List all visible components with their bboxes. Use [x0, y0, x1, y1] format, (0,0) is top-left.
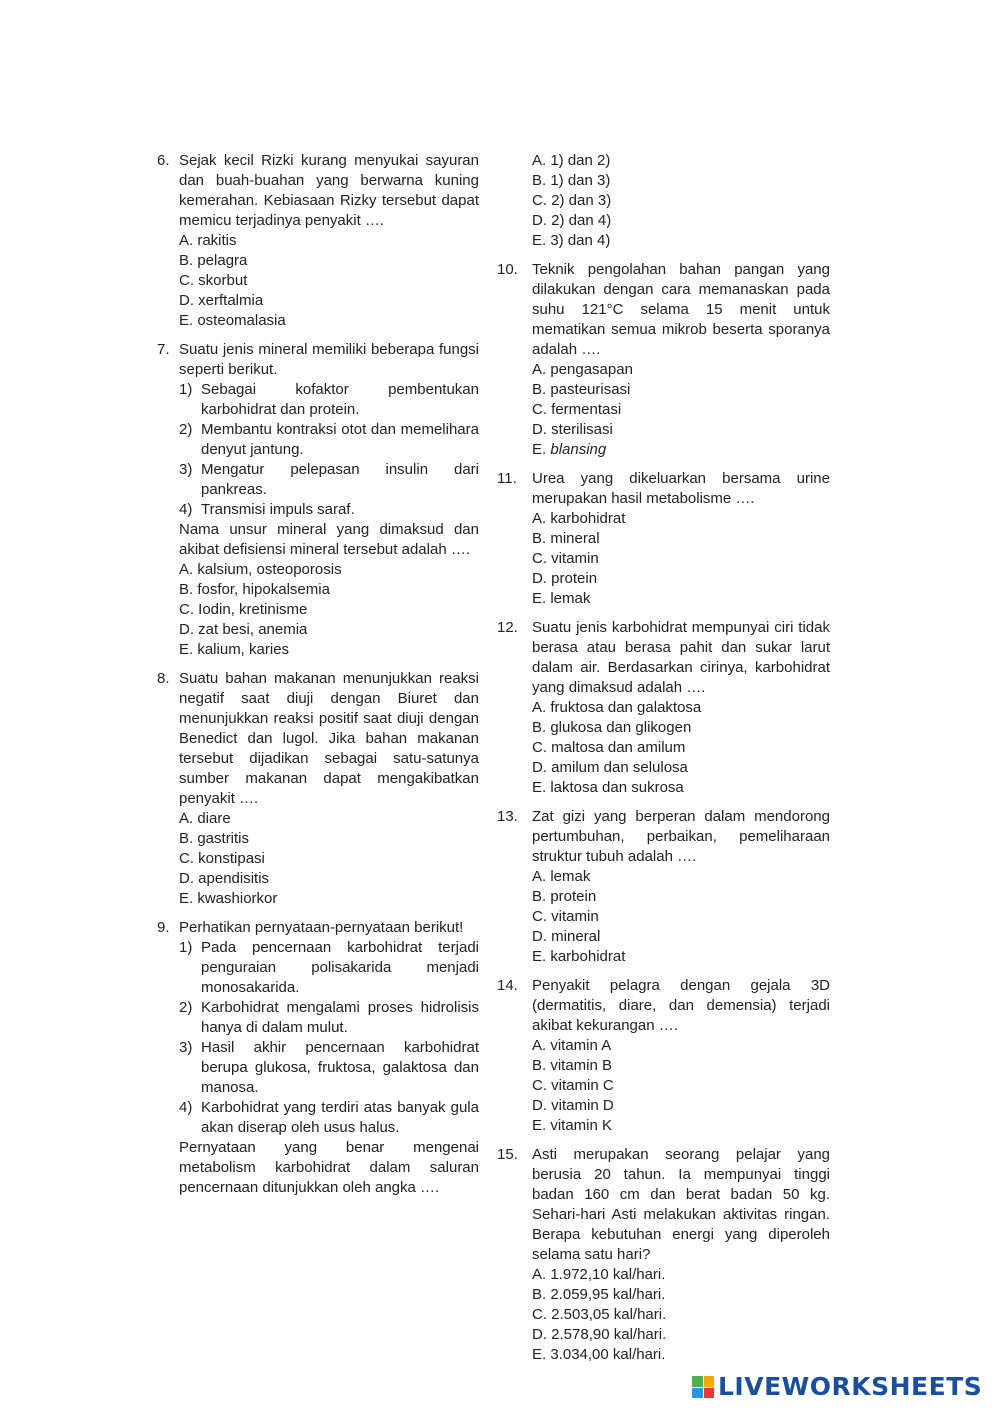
option-e[interactable]: E. kalium, karies: [179, 641, 290, 658]
option-e[interactable]: E. 3.034,00 kal/hari.: [532, 1346, 666, 1363]
option-c[interactable]: C. konstipasi: [179, 850, 265, 867]
question-stem: Sejak kecil Rizki kurang menyukai sayuran dan buah-buahan yang berwarna kuning kemerahan. Kebiasaan Rizky tersebut dapat memicu terjadinya penyakit ….: [179, 152, 479, 229]
statement: [179, 380, 479, 420]
question-10: [497, 260, 830, 460]
question-stem: Penyakit pelagra dengan gejala 3D (dermatitis, diare, dan demensia) terjadi akibat kekurangan ….: [532, 977, 830, 1034]
statement-text: Hasil akhir pencernaan karbohidrat berupa glukosa, fruktosa, galaktosa dan manosa.: [201, 1039, 479, 1096]
option-a[interactable]: A. rakitis: [179, 232, 237, 249]
question-7: [157, 340, 479, 660]
option-d[interactable]: D. amilum dan selulosa: [532, 759, 688, 776]
left-column: [157, 151, 479, 1207]
option-b[interactable]: B. gastritis: [179, 830, 250, 847]
statement-text: Membantu kontraksi otot dan memelihara denyut jantung.: [201, 421, 479, 458]
option-letter: E.: [532, 441, 547, 458]
statement-number: 1): [179, 381, 193, 398]
question-12: [497, 618, 830, 798]
option-e[interactable]: E. laktosa dan sukrosa: [532, 779, 684, 796]
option-b[interactable]: B. 1) dan 3): [532, 172, 611, 189]
option-a[interactable]: A. diare: [179, 810, 231, 827]
statement-number: 4): [179, 501, 193, 518]
option-b[interactable]: B. fosfor, hipokalsemia: [179, 581, 330, 598]
option-d[interactable]: D. protein: [532, 570, 598, 587]
option-c[interactable]: C. skorbut: [179, 272, 248, 289]
statement-text: Pada pencernaan karbohidrat terjadi penguraian polisakarida menjadi monosakarida.: [201, 939, 479, 996]
question-11: [497, 469, 830, 609]
option-b[interactable]: B. pelagra: [179, 252, 248, 269]
statement-text: Sebagai kofaktor pembentukan karbohidrat dan protein.: [201, 381, 479, 418]
option-d[interactable]: D. apendisitis: [179, 870, 270, 887]
logo-square-1: [692, 1376, 703, 1387]
question-stem: Suatu jenis mineral memiliki beberapa fungsi seperti berikut.: [179, 341, 479, 378]
option-d[interactable]: D. sterilisasi: [532, 421, 613, 438]
question-number: 9.: [157, 919, 170, 936]
option-d[interactable]: D. 2.578,90 kal/hari.: [532, 1326, 667, 1343]
statement-number: 3): [179, 461, 193, 478]
option-b[interactable]: B. 2.059,95 kal/hari.: [532, 1286, 666, 1303]
option-a[interactable]: A. 1.972,10 kal/hari.: [532, 1266, 666, 1283]
statement-text: Karbohidrat mengalami proses hidrolisis hanya di dalam mulut.: [201, 999, 479, 1036]
watermark-text: LIVEWORKSHEETS: [718, 1372, 983, 1401]
question-tail: Nama unsur mineral yang dimaksud dan akibat defisiensi mineral tersebut adalah ….: [179, 521, 479, 558]
option-e[interactable]: E. kwashiorkor: [179, 890, 278, 907]
statement-number: 4): [179, 1099, 193, 1116]
option-e[interactable]: E. 3) dan 4): [532, 232, 611, 249]
option-c[interactable]: C. 2) dan 3): [532, 192, 612, 209]
statement: [179, 998, 479, 1038]
option-b[interactable]: B. pasteurisasi: [532, 381, 631, 398]
option-a[interactable]: A. 1) dan 2): [532, 152, 611, 169]
statement-list: [179, 938, 479, 1138]
option-b[interactable]: B. glukosa dan glikogen: [532, 719, 692, 736]
option-d[interactable]: D. vitamin D: [532, 1097, 614, 1114]
question-8: [157, 669, 479, 909]
option-text: blansing: [550, 441, 607, 458]
option-a[interactable]: A. vitamin A: [532, 1037, 612, 1054]
statement-number: 2): [179, 999, 193, 1016]
question-stem: Zat gizi yang berperan dalam mendorong pertumbuhan, perbaikan, pemeliharaan struktur tubuh adalah ….: [532, 808, 830, 865]
question-stem: Perhatikan pernyataan-pernyataan berikut!: [179, 919, 464, 936]
question-number: 15.: [497, 1146, 518, 1163]
option-e[interactable]: E. vitamin K: [532, 1117, 613, 1134]
option-b[interactable]: B. vitamin B: [532, 1057, 613, 1074]
question-number: 10.: [497, 261, 518, 278]
option-e[interactable]: E. osteomalasia: [179, 312, 286, 329]
option-a[interactable]: A. karbohidrat: [532, 510, 626, 527]
option-a[interactable]: A. fruktosa dan galaktosa: [532, 699, 702, 716]
question-stem: Teknik pengolahan bahan pangan yang dilakukan dengan cara memanaskan pada suhu 121°C selama 15 menit untuk mematikan semua mikrob beserta sporanya adalah ….: [532, 261, 830, 358]
option-e[interactable]: [532, 440, 830, 460]
option-a[interactable]: A. lemak: [532, 868, 591, 885]
question-number: 11.: [497, 470, 517, 487]
question-15: [497, 1145, 830, 1365]
option-d[interactable]: D. mineral: [532, 928, 601, 945]
option-a[interactable]: A. pengasapan: [532, 361, 633, 378]
option-c[interactable]: C. 2.503,05 kal/hari.: [532, 1306, 667, 1323]
question-stem: Suatu bahan makanan menunjukkan reaksi negatif saat diuji dengan Biuret dan menunjukkan reaksi positif saat diuji dengan Benedict dan lugol. Jika bahan makanan tersebut dijadikan sebagai satu-satunya sumber makanan dapat mengakibatkan penyakit ….: [179, 670, 479, 807]
option-e[interactable]: E. karbohidrat: [532, 948, 626, 965]
right-column: [497, 151, 830, 1374]
statement-text: Mengatur pelepasan insulin dari pankreas.: [201, 461, 479, 498]
question-stem: Asti merupakan seorang pelajar yang berusia 20 tahun. Ia mempunyai tinggi badan 160 cm dan berat badan 50 kg. Sehari-hari Asti melakukan aktivitas ringan. Berapa kebutuhan energi yang diperoleh selama satu hari?: [532, 1146, 830, 1263]
liveworksheets-logo-icon: [692, 1376, 714, 1398]
option-a[interactable]: A. kalsium, osteoporosis: [179, 561, 342, 578]
question-number: 12.: [497, 619, 518, 636]
question-13: [497, 807, 830, 967]
option-c[interactable]: C. maltosa dan amilum: [532, 739, 686, 756]
option-b[interactable]: B. mineral: [532, 530, 600, 547]
logo-square-4: [704, 1388, 715, 1399]
question-number: 7.: [157, 341, 170, 358]
statement-number: 3): [179, 1039, 193, 1056]
question-9-options: [497, 151, 830, 251]
option-c[interactable]: C. Iodin, kretinisme: [179, 601, 308, 618]
option-d[interactable]: D. zat besi, anemia: [179, 621, 308, 638]
logo-square-3: [692, 1388, 703, 1399]
statement: [179, 938, 479, 998]
question-stem: Suatu jenis karbohidrat mempunyai ciri tidak berasa atau berasa pahit dan sukar larut dalam air. Berdasarkan cirinya, karbohidrat yang dimaksud adalah ….: [532, 619, 830, 696]
question-9: [157, 918, 479, 1198]
question-number: 6.: [157, 152, 170, 169]
question-14: [497, 976, 830, 1136]
statement: [179, 420, 479, 460]
option-d[interactable]: D. 2) dan 4): [532, 212, 612, 229]
statement: [179, 1098, 479, 1138]
question-number: 8.: [157, 670, 170, 687]
statement-text: Transmisi impuls saraf.: [201, 501, 355, 518]
option-c[interactable]: C. vitamin: [532, 908, 599, 925]
statement: [179, 460, 479, 500]
question-stem: Urea yang dikeluarkan bersama urine merupakan hasil metabolisme ….: [532, 470, 830, 507]
option-c[interactable]: C. fermentasi: [532, 401, 622, 418]
option-c[interactable]: C. vitamin C: [532, 1077, 614, 1094]
question-tail: Pernyataan yang benar mengenai metabolism karbohidrat dalam saluran pencernaan ditunjukkan oleh angka ….: [179, 1139, 479, 1196]
option-b[interactable]: B. protein: [532, 888, 597, 905]
statement-number: 2): [179, 421, 193, 438]
statement-list: [179, 380, 479, 520]
liveworksheets-logo: [692, 1374, 982, 1400]
question-6: [157, 151, 479, 331]
question-number: 13.: [497, 808, 518, 825]
option-e[interactable]: E. lemak: [532, 590, 591, 607]
statement-text: Karbohidrat yang terdiri atas banyak gula akan diserap oleh usus halus.: [201, 1099, 479, 1136]
logo-square-2: [704, 1376, 715, 1387]
statement: [179, 1038, 479, 1098]
option-c[interactable]: C. vitamin: [532, 550, 599, 567]
statement-number: 1): [179, 939, 193, 956]
statement: [179, 500, 479, 520]
question-number: 14.: [497, 977, 518, 994]
option-d[interactable]: D. xerftalmia: [179, 292, 264, 309]
